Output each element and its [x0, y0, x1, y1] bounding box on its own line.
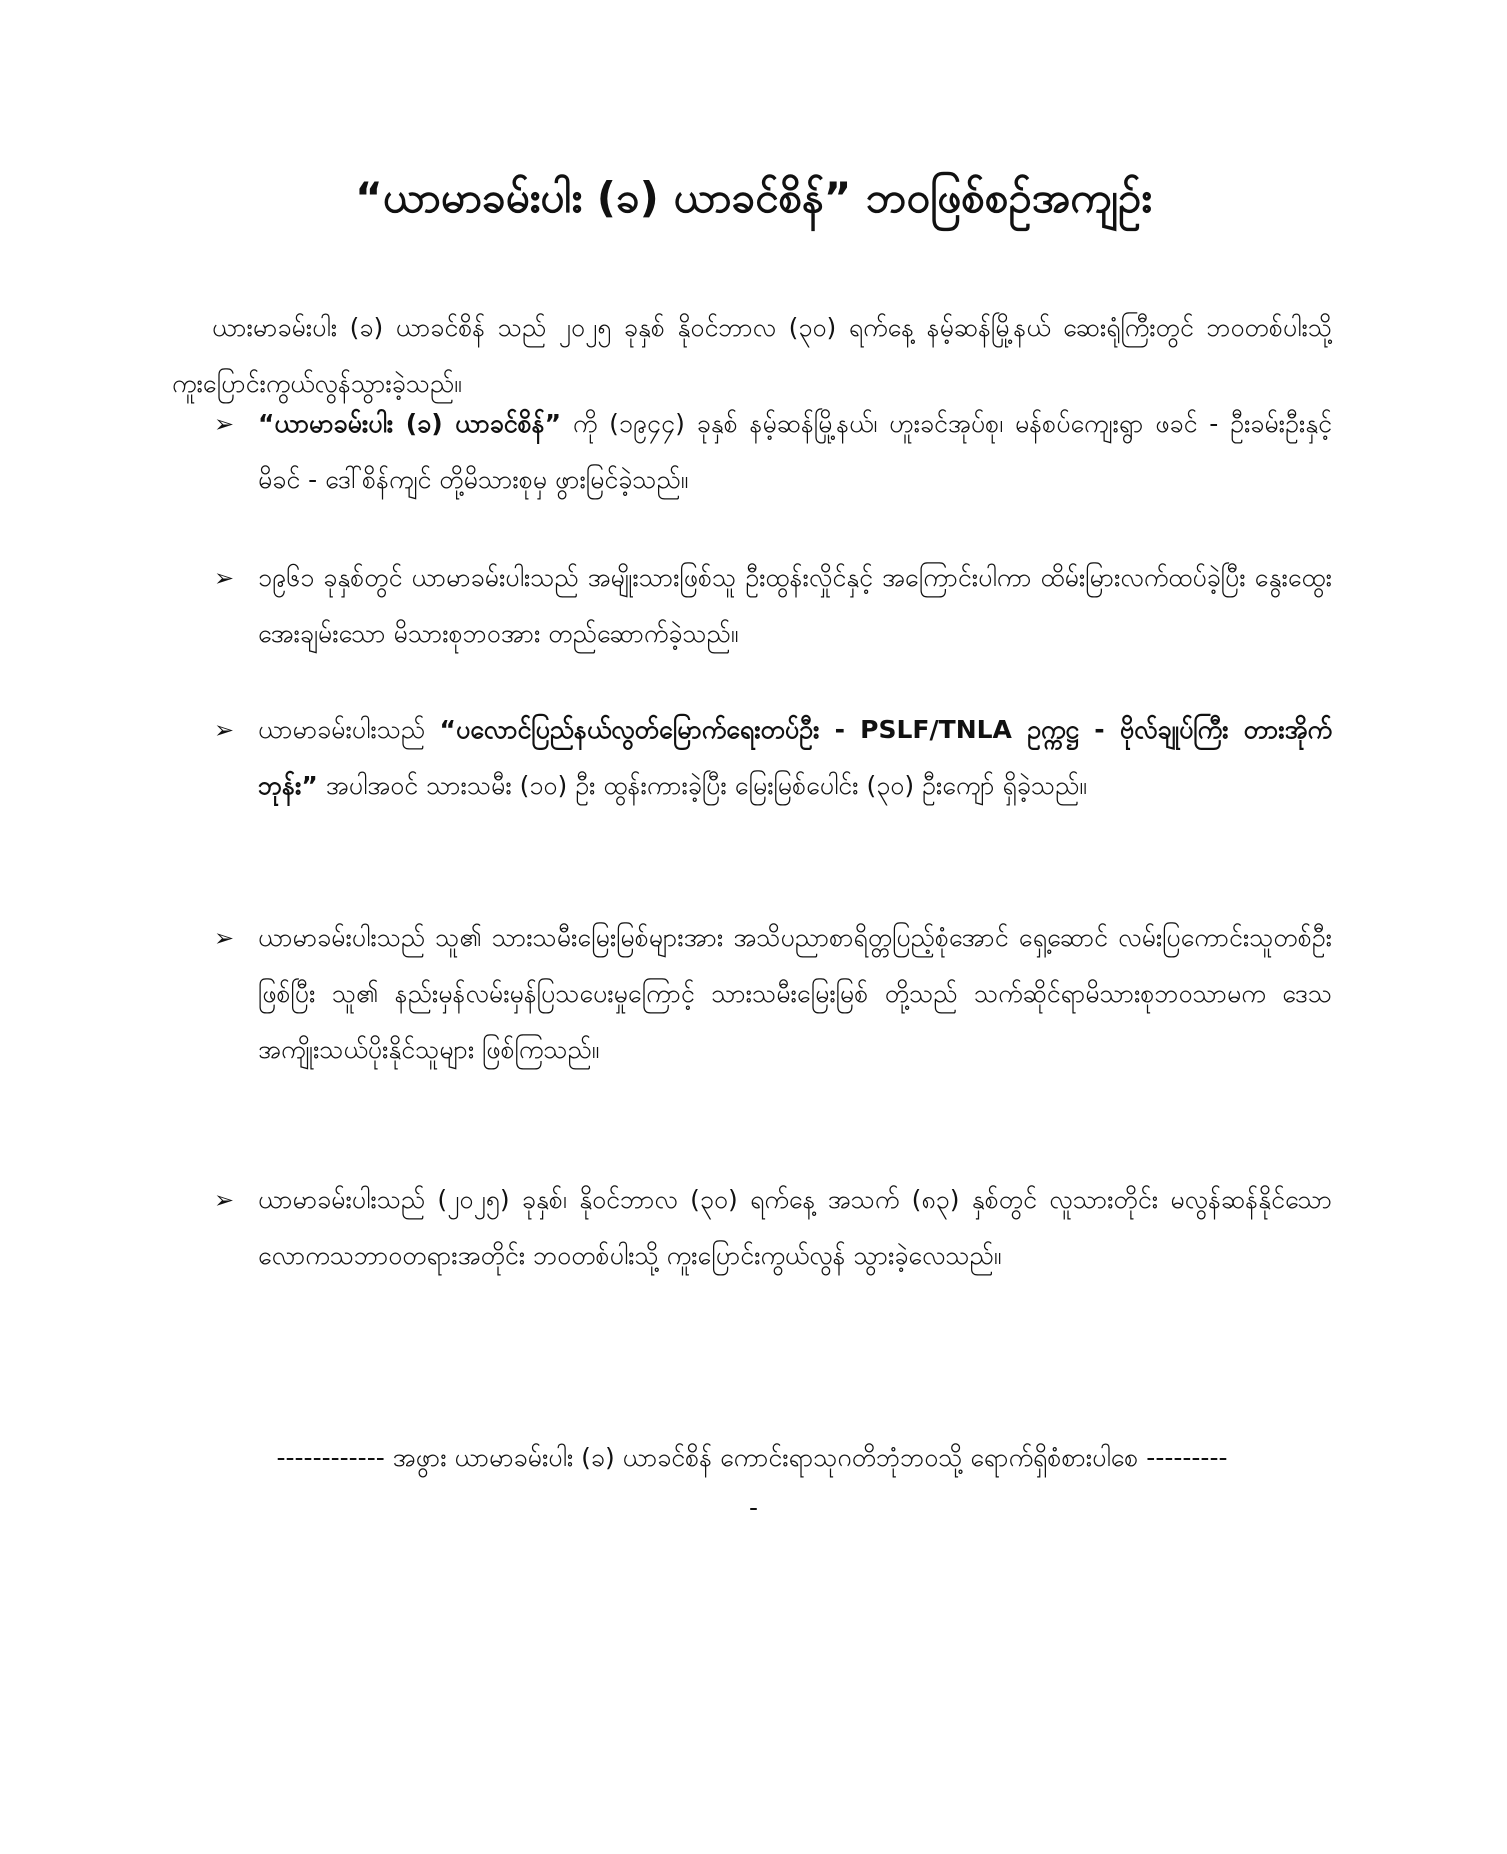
bullet-paragraph-5: [258, 1172, 1332, 1284]
intro-paragraph: ယားမာခမ်းပါး (ခ) ယာခင်စိန် သည် ၂၀၂၅ ခုနှစ် နိုဝင်ဘာလ (၃၀) ရက်နေ့ နမ့်ဆန်မြို့နယ် ဆေးရုံကြီးတွင် ဘဝတစ်ပါးသို့ ကူးပြောင်းကွယ်လွန်သွားခဲ့သည်။: [172, 313, 1332, 398]
bullet-3-bold: “ပလောင်ပြည်နယ်လွတ်မြောက်ရေးတပ်ဦး - PSLF/TNLA ဥက္ကဋ္ဌ - ဗိုလ်ချုပ်ကြီး တားအိုက်ဘုန်း”: [258, 715, 1333, 800]
bullet-1-bold: “ယာမာခမ်းပါး (ခ) ယာခင်စိန်”: [258, 409, 562, 438]
arrow-bullet-icon: ➢: [214, 716, 235, 744]
bullet-1-text: ကို (၁၉၄၄) ခုနှစ် နမ့်ဆန်မြို့နယ်၊ ဟူးခင်အုပ်စု၊ မန်စပ်ကျေးရွာ ဖခင် - ဦးခမ်းဦးနှင့် မိခင် - ဒေါ်စိန်ကျင် တို့မိသားစုမှ ဖွားမြင်ခဲ့သည်။: [258, 409, 1332, 494]
bullet-paragraph-3: [258, 702, 1332, 814]
bullet-paragraph-2: [258, 550, 1332, 662]
closing-line: ------------ အဖွား ယာမာခမ်းပါး (ခ) ယာခင်စိန် ကောင်းရာသုဂတိဘုံဘဝသို့ ရောက်ရှိစံစားပါစေ ---------: [276, 1443, 1228, 1472]
document-title: “ယာမာခမ်းပါး (ခ) ယာခင်စိန်” ဘဝဖြစ်စဉ်အကျဉ်း: [355, 173, 1152, 222]
bullet-2-text: ၁၉၆၁ ခုနှစ်တွင် ယာမာခမ်းပါးသည် အမျိုးသားဖြစ်သူ ဦးထွန်းလှိုင်နှင့် အကြောင်းပါကာ ထိမ်းမြားလက်ထပ်ခဲ့ပြီး နွေးထွေးအေးချမ်းသော မိသားစုဘဝအား တည်ဆောက်ခဲ့သည်။: [258, 563, 1332, 648]
bullet-3-text: အပါအဝင် သားသမီး (၁၀) ဦး ထွန်းကားခဲ့ပြီး မြေးမြစ်ပေါင်း (၃၀) ဦးကျော် ရှိခဲ့သည်။: [317, 771, 1087, 800]
bullet-paragraph-1: [258, 396, 1332, 508]
closing-line-tail: -: [748, 1493, 759, 1522]
arrow-bullet-icon: ➢: [214, 1186, 235, 1214]
bullet-5-text: ယာမာခမ်းပါးသည် (၂၀၂၅) ခုနှစ်၊ နိုဝင်ဘာလ (၃၀) ရက်နေ့ အသက် (၈၃) နှစ်တွင် လူသားတိုင်း မလွန်ဆန်နိုင်သော လောကသဘာဝတရားအတိုင်း ဘဝတစ်ပါးသို့ ကူးပြောင်းကွယ်လွန် သွားခဲ့လေသည်။: [258, 1185, 1332, 1270]
arrow-bullet-icon: ➢: [214, 410, 235, 438]
bullet-3-pre: ယာမာခမ်းပါးသည်: [258, 715, 440, 744]
arrow-bullet-icon: ➢: [214, 924, 235, 952]
arrow-bullet-icon: ➢: [214, 564, 235, 592]
bullet-4-text: ယာမာခမ်းပါးသည် သူ၏ သားသမီးမြေးမြစ်များအား အသိပညာစာရိတ္တပြည့်စုံအောင် ရှေ့ဆောင် လမ်းပြကောင်းသူတစ်ဦးဖြစ်ပြီး သူ၏ နည်းမှန်လမ်းမှန်ပြသပေးမှုကြောင့် သားသမီးမြေးမြစ် တို့သည် သက်ဆိုင်ရာမိသားစုဘဝသာမက ဒေသအကျိုးသယ်ပိုးနိုင်သူများ ဖြစ်ကြသည်။: [258, 923, 1332, 1064]
bullet-paragraph-4: [258, 910, 1332, 1078]
